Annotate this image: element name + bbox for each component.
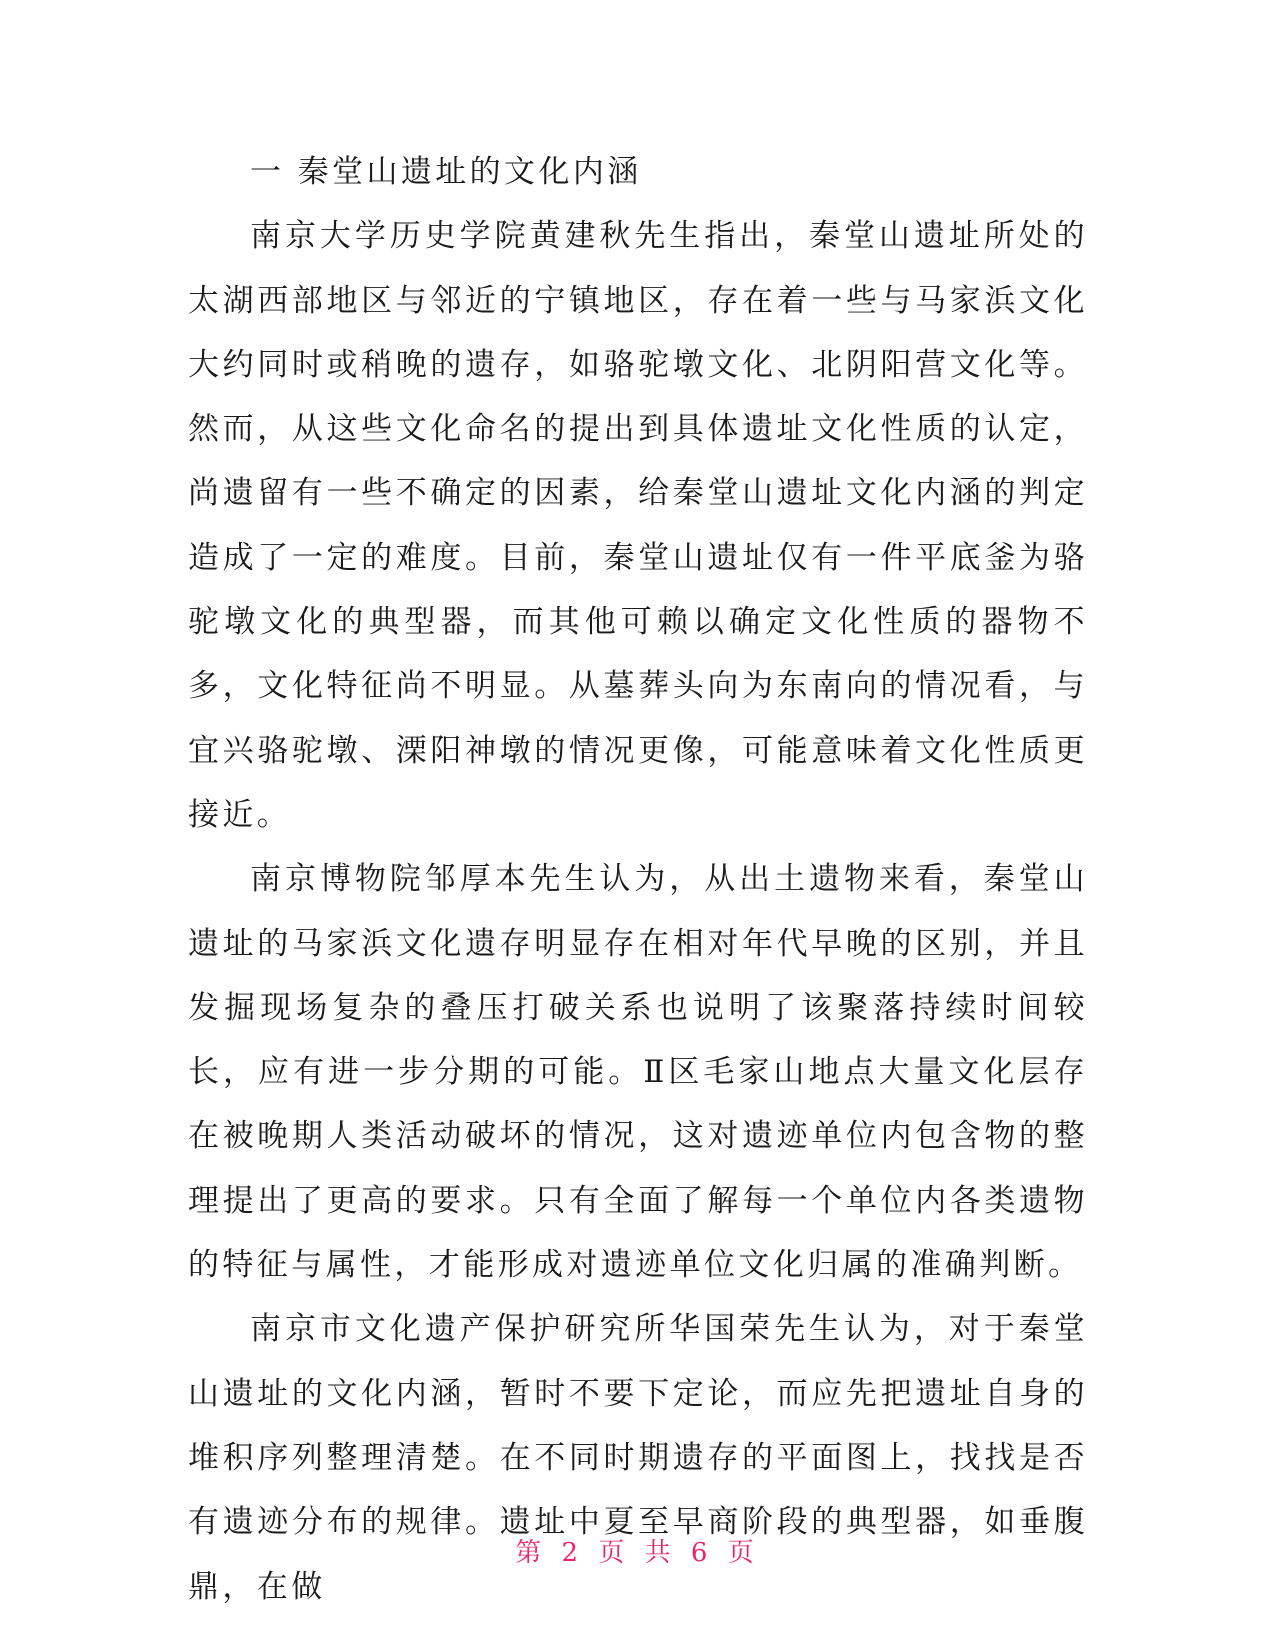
section-heading: 一 秦堂山遗址的文化内涵 xyxy=(250,154,642,190)
page-number-footer: 第 2 页 共 6 页 xyxy=(515,1538,760,1568)
paragraph-3: 南京市文化遗产保护研究所华国荣先生认为，对于秦堂山遗址的文化内涵，暂时不要下定论，而应先把遗址自身的堆积序列整理清楚。在不同时期遗存的平面图上，找找是否有遗迹分布的规律。遗址中夏至早商阶段的典型器，如垂腹鼎，在做 xyxy=(188,1311,1088,1605)
document-body xyxy=(188,140,1088,1619)
paragraph-1: 南京大学历史学院黄建秋先生指出，秦堂山遗址所处的太湖西部地区与邻近的宁镇地区，存在着一些与马家浜文化大约同时或稍晚的遗存，如骆驼墩文化、北阴阳营文化等。然而，从这些文化命名的提出到具体遗址文化性质的认定，尚遗留有一些不确定的因素，给秦堂山遗址文化内涵的判定造成了一定的难度。目前，秦堂山遗址仅有一件平底釜为骆驼墩文化的典型器，而其他可赖以确定文化性质的器物不多，文化特征尚不明显。从墓葬头向为东南向的情况看，与宜兴骆驼墩、溧阳神墩的情况更像，可能意味着文化性质更接近。 xyxy=(188,218,1088,833)
paragraph-2: 南京博物院邹厚本先生认为，从出土遗物来看，秦堂山遗址的马家浜文化遗存明显存在相对年代早晚的区别，并且发掘现场复杂的叠压打破关系也说明了该聚落持续时间较长，应有进一步分期的可能。Ⅱ区毛家山地点大量文化层存在被晚期人类活动破坏的情况，这对遗迹单位内包含物的整理提出了更高的要求。只有全面了解每一个单位内各类遗物的特征与属性，才能形成对遗迹单位文化归属的准确判断。 xyxy=(188,861,1088,1284)
